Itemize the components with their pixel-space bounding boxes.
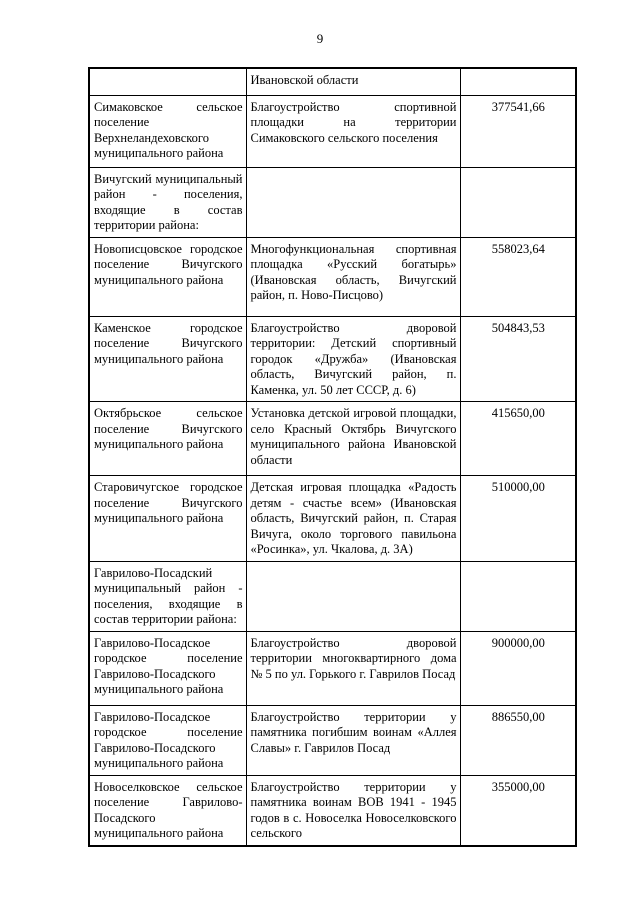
amount-cell: 377541,66 xyxy=(460,95,576,167)
project-cell: Благоустройство дворовой территории многоквартирного дома № 5 по ул. Горького г. Гаврилов Посад xyxy=(246,631,460,705)
amount-cell: 510000,00 xyxy=(460,476,576,562)
project-cell: Детская игровая площадка «Радость детям - счастье всем» (Ивановская область, Вичугский район, п. Старая Вичуга, около торгового павильона «Росинка», ул. Чкалова, д. 3А) xyxy=(246,476,460,562)
table-row xyxy=(89,68,576,95)
table-row xyxy=(89,561,576,631)
municipality-cell: Октябрьское сельское поселение Вичугского муниципального района xyxy=(89,402,246,476)
table-row xyxy=(89,775,576,846)
table-row xyxy=(89,402,576,476)
grants-table xyxy=(88,67,577,847)
municipality-cell: Симаковское сельское поселение Верхнеландеховского муниципального района xyxy=(89,95,246,167)
municipality-cell: Новоселковское сельское поселение Гаврилово-Посадского муниципального района xyxy=(89,775,246,846)
table-row xyxy=(89,237,576,316)
amount-cell: 415650,00 xyxy=(460,402,576,476)
page-number: 9 xyxy=(316,31,324,46)
amount-cell xyxy=(460,68,576,95)
table-row xyxy=(89,631,576,705)
project-cell: Ивановской области xyxy=(246,68,460,95)
municipality-cell: Старовичугское городское поселение Вичугского муниципального района xyxy=(89,476,246,562)
amount-cell xyxy=(460,561,576,631)
amount-cell: 900000,00 xyxy=(460,631,576,705)
table-row xyxy=(89,476,576,562)
municipality-cell: Вичугский муниципальный район - поселения, входящие в состав территории района: xyxy=(89,167,246,237)
project-cell: Благоустройство спортивной площадки на территории Симаковского сельского поселения xyxy=(246,95,460,167)
municipality-cell: Каменское городское поселение Вичугского муниципального района xyxy=(89,316,246,402)
project-cell: Благоустройство дворовой территории: Детский спортивный городок «Дружба» (Ивановская область, Вичугский район, п. Каменка, ул. 50 лет СССР, д. 6) xyxy=(246,316,460,402)
municipality-cell: Гаврилово-Посадское городское поселение Гаврилово-Посадского муниципального района xyxy=(89,631,246,705)
amount-cell: 355000,00 xyxy=(460,775,576,846)
municipality-cell: Гаврилово-Посадский муниципальный район - поселения, входящие в состав территории района: xyxy=(89,561,246,631)
municipality-cell: Гаврилово-Посадское городское поселение Гаврилово-Посадского муниципального района xyxy=(89,705,246,775)
table-row xyxy=(89,167,576,237)
municipality-cell xyxy=(89,68,246,95)
project-cell xyxy=(246,167,460,237)
amount-cell xyxy=(460,167,576,237)
table-row xyxy=(89,705,576,775)
project-cell: Благоустройство территории у памятника погибшим воинам «Аллея Славы» г. Гаврилов Посад xyxy=(246,705,460,775)
project-cell: Многофункциональная спортивная площадка «Русский богатырь» (Ивановская область, Вичугский район, п. Ново-Писцово) xyxy=(246,237,460,316)
table-row xyxy=(89,95,576,167)
amount-cell: 886550,00 xyxy=(460,705,576,775)
municipality-cell: Новописцовское городское поселение Вичугского муниципального района xyxy=(89,237,246,316)
project-cell xyxy=(246,561,460,631)
amount-cell: 504843,53 xyxy=(460,316,576,402)
project-cell: Благоустройство территории у памятника воинам ВОВ 1941 - 1945 годов в с. Новоселка Новоселковского сельского xyxy=(246,775,460,846)
amount-cell: 558023,64 xyxy=(460,237,576,316)
project-cell: Установка детской игровой площадки, село Красный Октябрь Вичугского муниципального района Ивановской области xyxy=(246,402,460,476)
table-row xyxy=(89,316,576,402)
